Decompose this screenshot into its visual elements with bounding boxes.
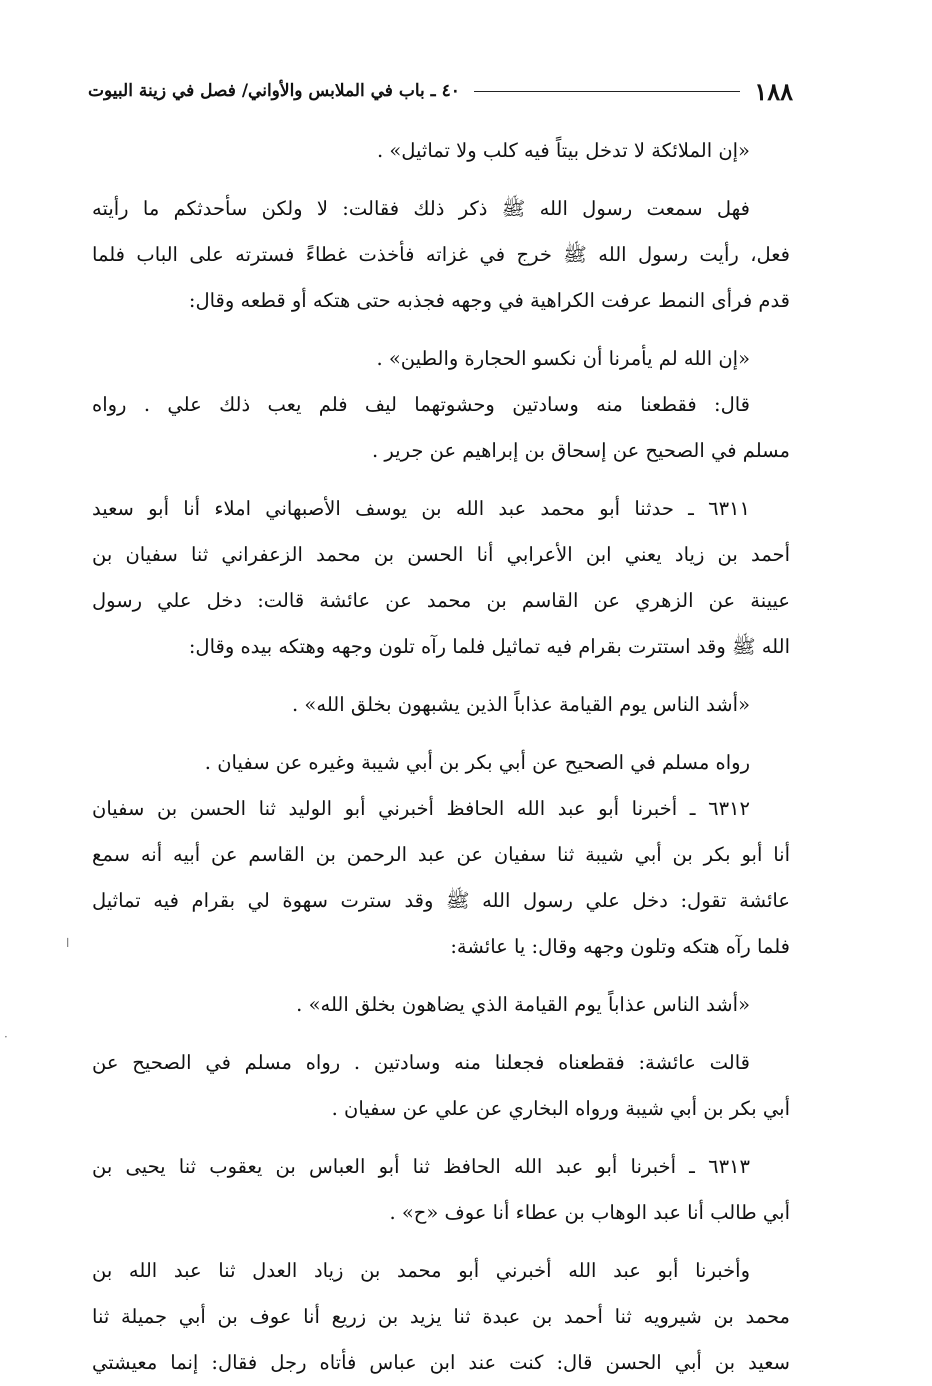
text-line: أحمد بن زياد يعني ابن الأعرابي أنا الحسن بن محمد الزعفراني ثنا سفيان بن [92,543,790,566]
text-line: ٦٣١٢ ـ أخبرنا أبو عبد الله الحافظ أخبرني أبو الوليد ثنا الحسن بن سفيان [92,797,750,820]
text-line: «أشد الناس يوم القيامة عذاباً الذين يشبهون بخلق الله» . [292,693,750,716]
text-line: قال: فقطعنا منه وسادتين وحشوتهما ليف فلم يعب ذلك علي . رواه [92,393,750,416]
page-number: ١٨٨ [754,76,793,106]
header-rule [474,91,740,92]
text-line: «إن الله لم يأمرنا أن نكسو الحجارة والطين» . [376,347,750,370]
text-line: عائشة تقول: دخل علي رسول الله ﷺ وقد سترت سهوة لي بقرام فيه تماثيل [92,889,790,912]
running-head [88,74,793,108]
text-line: ٦٣١٣ ـ أخبرنا أبو عبد الله الحافظ ثنا أبو العباس بن يعقوب ثنا يحيى بن [92,1155,750,1178]
text-line: فعل، رأيت رسول الله ﷺ خرج في غزاته فأخذت غطاءً فسترته على الباب فلما [92,243,790,266]
text-line: الله ﷺ وقد استترت بقرام فيه تماثيل فلما رآه تلون وجهه وهتكه بيده وقال: [188,635,790,658]
text-line: رواه مسلم في الصحيح عن أبي بكر بن أبي شيبة وغيره عن سفيان . [204,751,750,774]
text-line: سعيد بن أبي الحسن قال: كنت عند ابن عباس فأتاه رجل فقال: إنما معيشتي [92,1351,790,1374]
text-line: مسلم في الصحيح عن إسحاق بن إبراهيم عن جرير . [372,439,790,462]
text-line: أنا أبو بكر بن أبي شيبة ثنا سفيان عن عبد الرحمن بن القاسم عن أبيه أنه سمع [92,843,790,866]
chapter-title: ٤٠ ـ باب في الملابس والأواني/ فصل في زينة البيوت [88,81,460,101]
edge-artifact: ا [66,936,70,950]
body-text [92,128,790,1386]
text-line: ٦٣١١ ـ حدثنا أبو محمد عبد الله بن يوسف الأصبهاني املاء أنا أبو سعيد [92,497,750,520]
text-line: وأخبرنا أبو عبد الله أخبرني أبو محمد بن زياد العدل ثنا عبد الله بن [92,1259,750,1282]
text-line: قالت عائشة: فقطعناه فجعلنا منه وسادتين . رواه مسلم في الصحيح عن [92,1051,750,1074]
text-line: قدم فرأى النمط عرفت الكراهية في وجهه فجذبه حتى هتكه أو قطعه وقال: [188,289,790,312]
text-line: فلما رآه هتكه وتلون وجهه وقال: يا عائشة: [450,935,790,958]
text-line: أبي طالب أنا عبد الوهاب بن عطاء أنا عوف «ح» . [389,1201,790,1224]
text-line: أبي بكر بن أبي شيبة ورواه البخاري عن علي عن سفيان . [331,1097,790,1120]
text-line: فهل سمعت رسول الله ﷺ ذكر ذلك فقالت: لا ولكن سأحدثكم ما رأيته [92,197,750,220]
text-line: عيينة عن الزهري عن القاسم بن محمد عن عائشة قالت: دخل علي رسول [92,589,790,612]
text-line: محمد بن شيرويه ثنا أحمد بن عبدة ثنا يزيد بن زريع أنا عوف بن أبي جميلة ثنا [92,1305,790,1328]
text-line: «أشد الناس عذاباً يوم القيامة الذي يضاهون بخلق الله» . [296,993,750,1016]
text-line: «إن الملائكة لا تدخل بيتاً فيه كلب ولا تماثيل» . [376,139,750,162]
edge-artifact: · [4,1030,8,1044]
